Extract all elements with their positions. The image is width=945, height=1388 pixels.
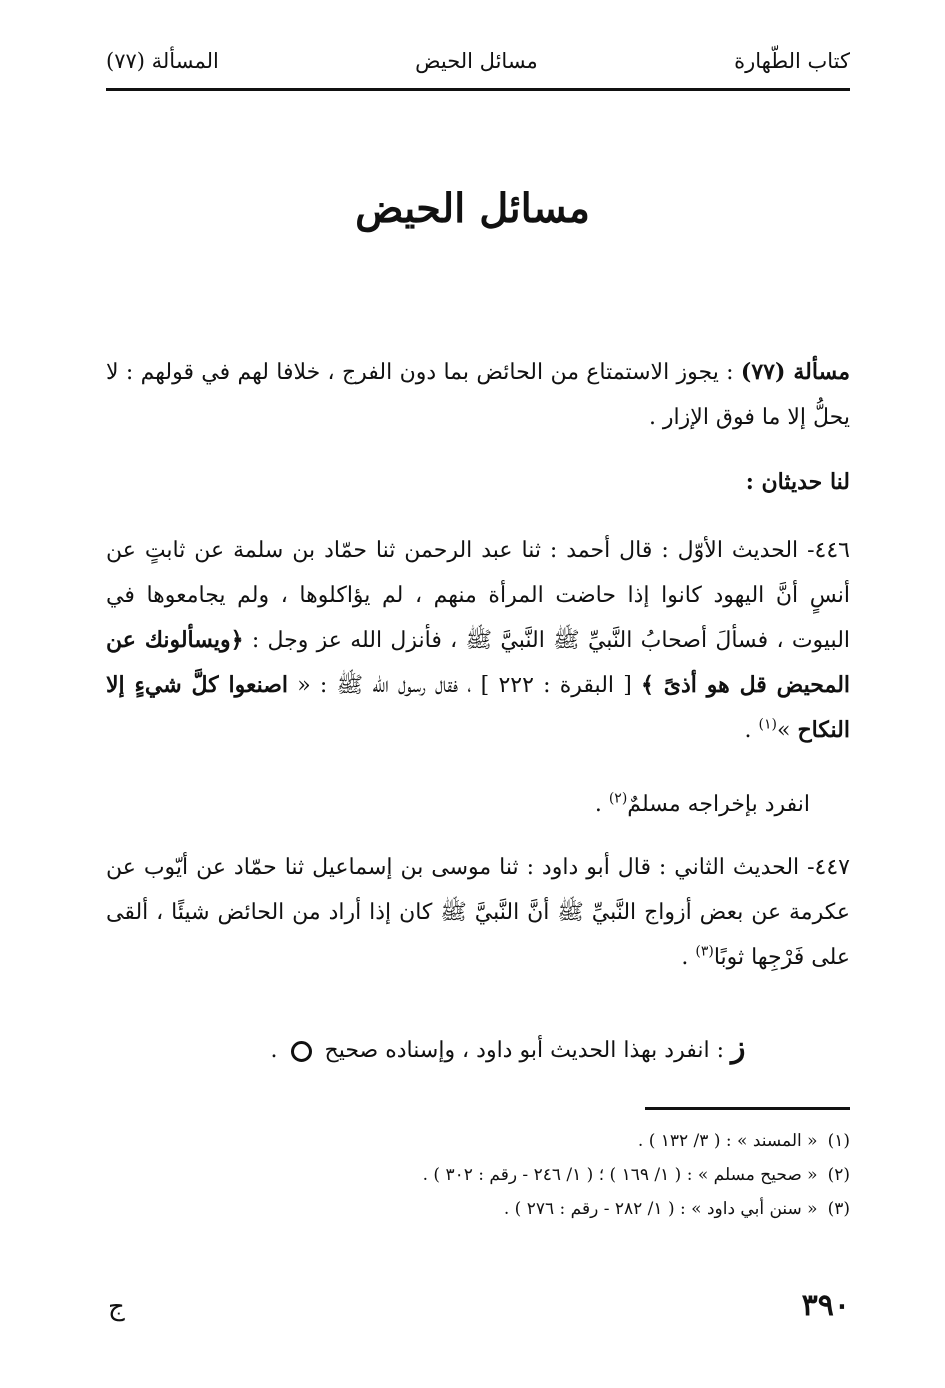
- issue-label: مسألة (٧٧): [740, 359, 850, 385]
- zawaid-mark: ز: [730, 1030, 746, 1065]
- footnote-ref-1[interactable]: (١): [758, 716, 778, 733]
- footnote-number: (٢): [827, 1165, 850, 1185]
- footnote-ref-2[interactable]: (٢): [608, 790, 628, 807]
- header-book-title: كتاب الطّهارة: [734, 49, 850, 73]
- footnote-1: [106, 1124, 850, 1158]
- hadith-447-text: ٤٤٧- الحديث الثاني : قال أبو داود : ثنا موسى بن إسماعيل ثنا حمّاد عن أيّوب عن عكرمة عن بعض أزواج النَّبيِّ ﷺ أنَّ النَّبيَّ ﷺ كان إذا أراد من الحائض شيئًا ، ألقى على فَرْجِها ثوبًا: [106, 855, 850, 970]
- issue-text: : يجوز الاستمتاع من الحائض بما دون الفرج ، خلافا لهم في قولهم : لا يحلُّ إلا ما فوق الإزار .: [106, 360, 850, 430]
- hadith-447: [106, 845, 850, 980]
- two-hadiths-heading: لنا حديثان :: [745, 469, 850, 495]
- zawaid-end: .: [270, 1038, 278, 1063]
- footnote-text: « المسند » : ( ٣/ ١٣٢ ) .: [637, 1131, 818, 1151]
- zawaid-note: [106, 1025, 850, 1073]
- footnote-rule: [645, 1107, 850, 1110]
- footnote-number: (١): [827, 1131, 850, 1151]
- prophetic-quote: اصنعوا كلَّ شيءٍ إلا النكاح: [106, 672, 850, 743]
- hadith-446-text: ٤٤٦- الحديث الأوّل : قال أحمد : ثنا عبد الرحمن ثنا حمّاد بن سلمة عن ثابتٍ عن أنسٍ أنَّ اليهود كانوا إذا حاضت المرأة منهم ، لم يؤاكلوها ، ولم يجامعوها في البيوت ، فسألَ أصحابُ النَّبيِّ ﷺ النَّبيَّ ﷺ ، فأنزل الله عز وجل :: [106, 538, 851, 653]
- quran-verse: ﴿ويسألونك عن المحيض قل هو أذىً ﴾: [106, 627, 851, 698]
- quran-verse-reference: [ البقرة : ٢٢٢ ] ،: [467, 673, 632, 698]
- muslim-note-text: انفرد بإخراجه مسلمٌ: [627, 792, 810, 817]
- header-rule: [106, 88, 850, 91]
- hadith-447-end: .: [681, 945, 689, 970]
- footnotes: [106, 1124, 850, 1226]
- footnote-2: [106, 1158, 850, 1192]
- quote-close: »: [777, 718, 791, 743]
- hadith-446-lead: فقال رسول الله ﷺ : «: [297, 673, 459, 698]
- footnote-3: [106, 1192, 850, 1226]
- running-header: [106, 44, 850, 78]
- page-number: ٣٩٠: [801, 1288, 850, 1323]
- zawaid-text: : انفرد بهذا الحديث أبو داود ، وإسناده صحيح: [324, 1038, 724, 1063]
- footnote-number: (٣): [827, 1199, 850, 1219]
- chapter-title: مسائل الحيض: [355, 185, 590, 232]
- hadith-446: [106, 528, 850, 753]
- muslim-note-end: .: [594, 792, 602, 817]
- footnote-text: « صحيح مسلم » : ( ١/ ١٦٩ ) ؛ ( ١/ ٢٤٦ - رقم : ٣٠٢ ) .: [422, 1165, 818, 1185]
- header-issue-number: المسألة (٧٧): [106, 49, 219, 73]
- footnote-text: « سنن أبي داود » : ( ١/ ٢٨٢ - رقم : ٢٧٦ ) .: [503, 1199, 818, 1219]
- signature-letter: ج: [108, 1292, 125, 1322]
- hadith-446-end: .: [744, 718, 752, 743]
- circle-end-icon: [291, 1041, 312, 1062]
- issue-paragraph: [106, 350, 850, 440]
- muslim-note: [106, 782, 850, 827]
- footnote-ref-3[interactable]: (٣): [695, 943, 714, 960]
- header-section-title: مسائل الحيض: [415, 49, 538, 73]
